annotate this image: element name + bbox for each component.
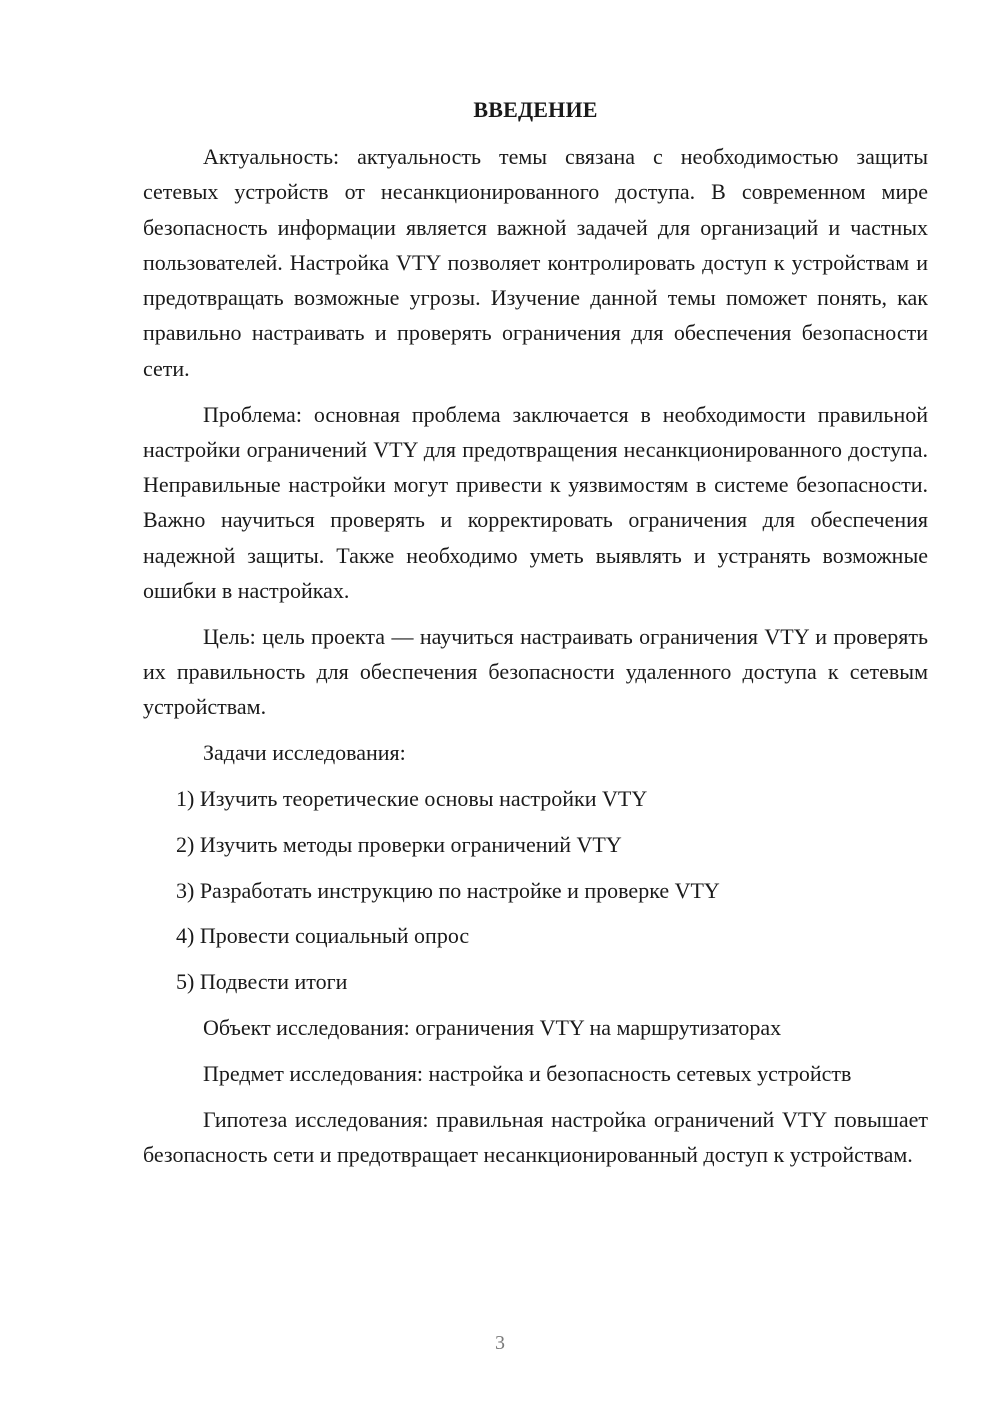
task-item-1: 1) Изучить теоретические основы настройки VTY bbox=[176, 786, 648, 812]
page-number: 3 bbox=[495, 1332, 505, 1354]
hypothesis-paragraph: Гипотеза исследования: правильная настройка ограничений VTY повышает безопасность сети и предотвращает несанкционированный доступ к устройствам. bbox=[143, 1106, 928, 1167]
relevance-paragraph: Актуальность: актуальность темы связана с необходимостью защиты сетевых устройств от несанкционированного доступа. В современном мире безопасность информации является важной задачей для организаций и частных пользователей. Настройка VTY позволяет контролировать доступ к устройствам и предотвращать возможные угрозы. Изучение данной темы поможет понять, как правильно настраивать и проверять ограничения для обеспечения безопасности сети. bbox=[143, 144, 928, 381]
task-item-4: 4) Провести социальный опрос bbox=[176, 923, 470, 949]
task-item-5: 5) Подвести итоги bbox=[176, 969, 348, 995]
task-item-2: 2) Изучить методы проверки ограничений VTY bbox=[176, 831, 622, 857]
task-item-3: 3) Разработать инструкцию по настройке и проверке VTY bbox=[176, 877, 720, 903]
document-title: ВВЕДЕНИЕ bbox=[473, 97, 598, 122]
document-page bbox=[143, 92, 928, 1172]
tasks-heading: Задачи исследования: bbox=[203, 740, 406, 766]
object-line: Объект исследования: ограничения VTY на маршрутизаторах bbox=[203, 1015, 782, 1041]
problem-paragraph: Проблема: основная проблема заключается в необходимости правильной настройки ограничений VTY для предотвращения несанкционированного доступа. Неправильные настройки могут привести к уязвимостям в системе безопасности. Важно научиться проверять и корректировать ограничения для обеспечения надежной защиты. Также необходимо уметь выявлять и устранять возможные ошибки в настройках. bbox=[143, 401, 928, 604]
goal-paragraph: Цель: цель проекта — научиться настраивать ограничения VTY и проверять их правильность для обеспечения безопасности удаленного доступа к сетевым устройствам. bbox=[143, 623, 928, 720]
subject-paragraph: Предмет исследования: настройка и безопасность сетевых устройств bbox=[203, 1060, 852, 1086]
